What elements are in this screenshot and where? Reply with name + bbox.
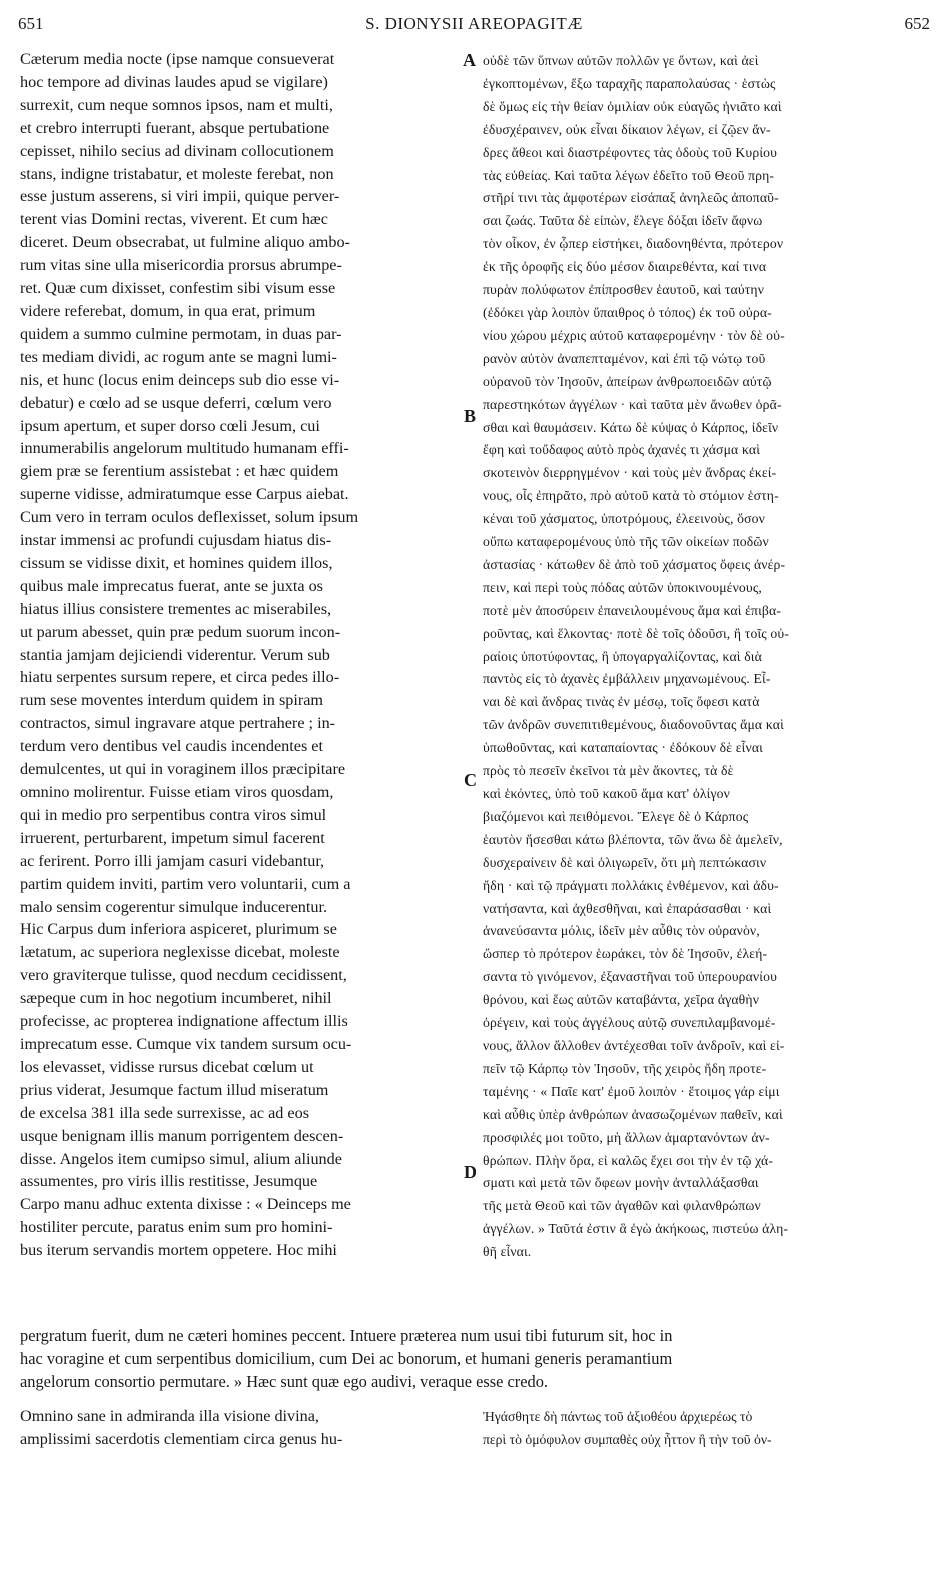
text-line: καὶ ἑκόντες, ὑπὸ τοῦ κακοῦ ἅμα κατ' ὀλίγον [483, 786, 731, 801]
text-line: πεῖν τῷ Κάρπῳ τὸν Ἰησοῦν, τῆς χειρὸς ἤδη προτε- [483, 1060, 767, 1076]
text-line: ac ferirent. Porro illi jamjam casuri videbantur, [20, 851, 325, 870]
text-line: ταμένης · « Παῖε κατ' ἐμοῦ λοιπὸν · ἕτοιμος γάρ εἰμι [483, 1083, 780, 1099]
text-line: hostiliter percute, paratus enim sum pro homini- [20, 1218, 333, 1237]
text-line: imprecatum esse. Cumque vix tandem sursum ocu- [20, 1034, 352, 1053]
text-line: et crebro interrupti fuerant, absque pertubatione [20, 118, 330, 137]
text-line: ut parum abesset, quin præ pedum suorum incon- [20, 622, 341, 641]
text-line: πρὸς τὸ πεσεῖν ἐκεῖνοι τὰ μὲν ἄκοντες, τὰ δὲ [483, 763, 734, 779]
page-number-left: 651 [18, 14, 44, 33]
text-line: partim quidem inviti, partim vero voluntarii, cum a [20, 874, 351, 893]
text-line: ροῦντας, καὶ ἕλκοντας· ποτὲ δὲ τοῖς ὀδοῦσι, ἢ τοῖς οὐ- [483, 625, 790, 641]
text-line: ἐκ τῆς ὀροφῆς εἰς δύο μέσον διαιρεθέντα, καί τινα [483, 259, 767, 275]
text-line: vero graviterque tulisse, quod necdum cecidissent, [20, 966, 347, 985]
text-line: quidem a summo culmine permotam, in duas par- [20, 324, 342, 343]
text-line: innumerabilis angelorum multitudo humanam effi- [20, 439, 349, 458]
text-line: σκοτεινὸν διερρηγμένον · καὶ τοὺς μὲν ἄνδρας ἐκεί- [483, 465, 777, 481]
text-line: ἑαυτὸν ἥσεσθαι κάτω βλέποντα, τῶν ἄνω δὲ ἀμελεῖν, [483, 831, 783, 847]
text-line: Carpo manu adhuc extenta dixisse : « Deinceps me [20, 1195, 351, 1214]
text-line: assumentes, pro viris illis restitisse, Jesumque [20, 1172, 318, 1191]
text-line: lætatum, ac superiora neglexisse dicebat, moleste [20, 943, 340, 962]
full-width-paragraph [20, 1325, 934, 1394]
text-line: stantia jamjam dejiciendi viderentur. Verum sub [20, 645, 330, 664]
text-line: stans, indigne tristabatur, et moleste ferebat, non [20, 164, 334, 183]
text-line: ἀστασίας · κάτωθεν δὲ ἀπὸ τοῦ χάσματος ὄφεις ἀνέρ- [483, 556, 786, 572]
text-line: cepisset, nihilo secius ad divinam collocutionem [20, 141, 334, 160]
text-line: νους, οἷς ἐπηρᾶτο, πρὸ αὐτοῦ κατὰ τὸ στόμιον ἑστη- [483, 488, 779, 504]
text-line: cissum se vidisse dixit, et homines quidem illos, [20, 553, 333, 572]
text-line: Ἠγάσθητε δὴ πάντως τοῦ ἀξιοθέου ἀρχιερέως τὸ [483, 1409, 753, 1424]
text-line: νους, ἄλλον ἄλλοθεν ἀντέχεσθαι τοῖν ἀνδροῖν, καὶ εἰ- [483, 1037, 785, 1053]
text-line: σματι καὶ μετὰ τῶν ὄφεων μονὴν ἀνταλλάξασθαι [483, 1175, 759, 1191]
text-line: τῆς μετὰ Θεοῦ καὶ τῶν ἀγαθῶν καὶ φιλανθρώπων [483, 1198, 761, 1214]
text-line: hoc tempore ad divinas laudes apud se vigilare) [20, 72, 328, 91]
text-line: ἀνανεύσαντα μόλις, ἰδεῖν μὲν αὖθις τὸν οὐρανὸν, [483, 923, 760, 939]
text-line: ἀγγέλων. » Ταῦτά ἐστιν ἃ ἐγὼ ἀκήκοως, πιστεύω ἀλη- [483, 1221, 789, 1237]
text-line: rum vitas sine ulla misericordia prorsus abrumpe- [20, 256, 342, 275]
text-line: Cæterum media nocte (ipse namque consueverat [20, 50, 335, 68]
margin-letter-b: B [464, 406, 477, 426]
text-line: nis, et hunc (locus enim deinceps sub dio esse vi- [20, 370, 340, 389]
latin-column-next-paragraph [20, 1405, 462, 1451]
margin-letter-c: C [464, 770, 477, 790]
text-line: ραίοις ὑποτύφοντας, ἢ ὑπογαργαλίζοντας, καὶ διὰ [483, 648, 762, 664]
text-line: ipsum apertum, et super dorso cœli Jesum, cui [20, 416, 320, 435]
text-line: πυρὰν πολύφωτον ἐπίπροσθεν ἑαυτοῦ, καὶ ταύτην [483, 282, 765, 298]
text-line: de excelsa 381 illa sede surrexisse, ac ad eos [20, 1103, 310, 1122]
text-line: τὸν οἶκον, ἐν ᾧπερ εἱστήκει, διαδονηθέντα, πρότερον [483, 236, 784, 252]
text-line: προσφιλές μοι τοῦτο, μὴ ἄλλων ἁμαρτανόντων ἀν- [483, 1129, 770, 1145]
text-line: ποτὲ μὲν ἀποσύρειν ἐπανειλουμένους ἅμα καὶ ἐπιβα- [483, 602, 782, 618]
text-line: hac voragine et cum serpentibus domicilium, cum Dei ac bonorum, et humani generis peramantium [20, 1348, 673, 1368]
text-line: Omnino sane in admiranda illa visione divina, [20, 1407, 319, 1425]
text-line: ἤδη · καὶ τῷ πράγματι πολλάκις ἐνθέμενον, καὶ ἀδυ- [483, 877, 779, 893]
text-line: pergratum fuerit, dum ne cæteri homines peccent. Intuere præterea num usui tibi futurum sit, hoc in [20, 1326, 673, 1345]
text-line: diceret. Deum obsecrabat, ut fulmine aliquo ambo- [20, 233, 350, 252]
text-line: irruerent, perturbarent, impetum simul facerent [20, 828, 325, 847]
text-line: los elevasset, vidisse rursus dicebat cœlum ut [20, 1057, 314, 1076]
text-line: esse justum asserens, si viri impii, quique perver- [20, 187, 340, 206]
greek-column [483, 50, 932, 1264]
text-line: θῆ εἶναι. [483, 1244, 532, 1260]
text-line: περὶ τὸ ὁμόφυλον συμπαθὲς οὐχ ἧττον ἢ τὴν τοῦ ὀν- [483, 1431, 772, 1447]
text-line: instar immensi ac profundi cujusdam hiatus dis- [20, 531, 332, 550]
text-line: superne vidisse, admiratumque esse Carpus aiebat. [20, 485, 349, 504]
text-line: πειν, καὶ περὶ τοὺς πόδας αὐτῶν ὑποκινουμένους, [483, 579, 762, 595]
text-line: δὲ ὅμως εἰς τὴν θείαν ὁμιλίαν οὐκ εὐαγῶς ἠνιᾶτο καὶ [483, 98, 782, 114]
text-line: ret. Quæ cum dixisset, confestim sibi visum esse [20, 279, 336, 298]
text-line: παρεστηκότων ἀγγέλων · καὶ ταῦτα μὲν ἄνωθεν ὁρᾶ- [483, 396, 782, 412]
text-line: terdum vero dentibus vel caudis incendentes et [20, 737, 323, 756]
text-line: νίου χώρου μέχρις αὐτοῦ καταφερομένην · τὸν δὲ οὐ- [483, 327, 785, 343]
text-line: Hic Carpus dum inferiora aspiceret, plurimum se [20, 920, 337, 939]
text-line: καὶ αὖθις ὑπὲρ ἀνθρώπων ἀνασωζομένων παθεῖν, καὶ [483, 1106, 783, 1122]
text-line: δρες ἄθεοι καὶ διαστρέφοντες τὰς ὁδοὺς τοῦ Κυρίου [483, 144, 778, 160]
text-line: quibus male imprecatus fuerat, ante se juxta os [20, 576, 323, 595]
text-line: amplissimi sacerdotis clementiam circa genus hu- [20, 1429, 343, 1448]
text-line: videre referebat, domum, in qua erat, primum [20, 301, 316, 320]
text-line: θρόνου, καὶ ἕως αὐτῶν καταβάντα, χεῖρα ἀγαθὴν [483, 992, 760, 1008]
text-line: sæpeque cum in hoc negotium incumberet, nihil [20, 989, 332, 1008]
text-line: βιαζόμενοι καὶ πειθόμενοι. Ἔλεγε δὲ ὁ Κάρπος [483, 808, 749, 824]
text-line: tes mediam dividi, ac rogum ante se magni lumi- [20, 347, 337, 366]
text-line: usque benignam illis manum porrigentem descen- [20, 1126, 344, 1145]
text-line: ρανὸν αὐτὸν ἀναπεπταμένον, καὶ ἐπὶ τῷ νώτῳ τοῦ [483, 350, 766, 366]
text-line: τὰς εὐθείας. Καὶ ταῦτα λέγων ἐδεῖτο τοῦ Θεοῦ πρη- [483, 167, 775, 183]
text-line: ὑπωθοῦντας, καὶ καταπαίοντας · ἐδόκουν δὲ εἶναι [483, 740, 763, 756]
text-line: disse. Angelos item cumipso simul, alium aliunde [20, 1149, 342, 1168]
text-line: qui in medio pro serpentibus contra viros simul [20, 805, 327, 824]
text-line: (ἐδόκει γὰρ λοιπὸν ὕπαιθρος ὁ τόπος) ἐκ τοῦ οὐρα- [483, 304, 772, 320]
text-line: ἐγκοπτομένων, ἔξω ταραχῆς παραπολαύσας · ἑστὼς [483, 75, 776, 91]
text-line: στῆρί τινι τὰς ἀμφοτέρων εἰσάπαξ ἀνηλεῶς ἀποπαῦ- [483, 190, 779, 206]
text-line: οὐδὲ τῶν ὕπνων αὐτῶν πολλῶν γε ὄντων, καὶ ἀεὶ [483, 53, 759, 68]
text-line: surrexit, cum neque somnos ipsos, nam et multi, [20, 95, 333, 114]
text-line: omnino molirentur. Fuisse etiam viros quosdam, [20, 783, 334, 801]
latin-column [20, 48, 462, 1262]
text-line: bus iterum servandis mortem oppetere. Hoc mihi [20, 1241, 337, 1260]
text-line: ἔφη καὶ τοὔδαφος αὐτὸ πρὸς ἀχανές τι χάσμα καὶ [483, 442, 761, 458]
text-line: ναι δὲ καὶ ἄνδρας τινὰς ἐν μέσῳ, τοῖς ὄφεσι κατὰ [483, 694, 760, 710]
text-line: Cum vero in terram oculos deflexisset, solum ipsum [20, 508, 359, 527]
text-line: σαντα τὸ γινόμενον, ἐξαναστῆναι τοῦ ὑπερουρανίου [483, 969, 778, 985]
page-number-right: 652 [904, 14, 930, 33]
running-title: S. DIONYSII AREOPAGITÆ [365, 14, 583, 33]
text-line: κέναι τοῦ χάσματος, ὑποτρόμους, ἐλεεινοὺς, ὅσον [483, 511, 765, 527]
text-line: angelorum consortio permutare. » Hæc sunt quæ ego audivi, veraque esse credo. [20, 1371, 548, 1391]
text-line: σαι ζωάς. Ταῦτα δὲ εἰπὼν, ἔλεγε δόξαι ἰδεῖν ἄφνω [483, 213, 763, 229]
text-line: profecisse, ac propterea indignatione affectum illis [20, 1012, 348, 1031]
text-line: debatur) e cœlo ad se usque deferri, cœlum vero [20, 393, 332, 412]
text-line: σθαι καὶ θαυμάσειν. Κάτω δὲ κύψας ὁ Κάρπος, ἰδεῖν [483, 419, 779, 435]
greek-column-next-paragraph [483, 1406, 932, 1452]
text-line: τῶν ἀνδρῶν συνεπιτιθεμένους, διαδονοῦντας ἅμα καὶ [483, 717, 784, 733]
text-line: ἐδυσχέραινεν, οὐκ εἶναι δίκαιον λέγων, εἰ ζῷεν ἄν- [483, 121, 771, 137]
text-line: hiatu serpentes sursum repere, et circa pedes illo- [20, 668, 340, 687]
text-line: οὔπω καταφερομένους ὑπὸ τῆς τῶν οἰκείων ποδῶν [483, 534, 769, 550]
page-header [14, 8, 934, 36]
text-line: ὥσπερ τὸ πρότερον ἑωράκει, τὸν δὲ Ἰησοῦν, ἐλεή- [483, 946, 768, 962]
text-line: θρώπων. Πλὴν ὅρα, εἰ καλῶς ἔχει σοι τὴν ἐν τῷ χά- [483, 1152, 774, 1168]
text-line: ὀρέγειν, καὶ τοὺς ἀγγέλους αὐτῷ συνεπιλαμβανομέ- [483, 1015, 776, 1031]
margin-letter-a: A [463, 50, 476, 70]
text-line: δυσχεραίνειν δὲ καὶ ὀλιγωρεῖν, ὅτι μὴ πεπτώκασιν [483, 854, 767, 870]
text-line: οὐρανοῦ τὸν Ἰησοῦν, ἀπείρων ἀνθρωποειδῶν αὐτῷ [483, 373, 772, 389]
text-line: contractos, simul ingravare atque pertrahere ; in- [20, 714, 336, 733]
text-line: prius viderat, Jesumque factum illud miseratum [20, 1080, 329, 1099]
text-line: παντὸς εἰς τὸ ἀχανὲς ἐμβάλλειν μηχανωμένους. Εἶ- [483, 671, 771, 687]
text-line: demulcentes, ut qui in voraginem illos præcipitare [20, 760, 346, 779]
text-line: terent vias Domini rectas, viverent. Et cum hæc [20, 210, 328, 229]
text-line: giem præ se ferentium assistebat : et hæc quidem [20, 462, 339, 481]
text-line: νατήσαντα, καὶ ἀχθεσθῆναι, καὶ ἐπαράσασθαι · καὶ [483, 900, 772, 916]
margin-letter-d: D [464, 1162, 477, 1182]
text-line: hiatus illius consistere trementes ac miserabiles, [20, 599, 332, 618]
text-line: rum sese moventes interdum quidem in spiram [20, 691, 324, 710]
text-line: malo sensim cogerentur simulque inducerentur. [20, 897, 328, 916]
